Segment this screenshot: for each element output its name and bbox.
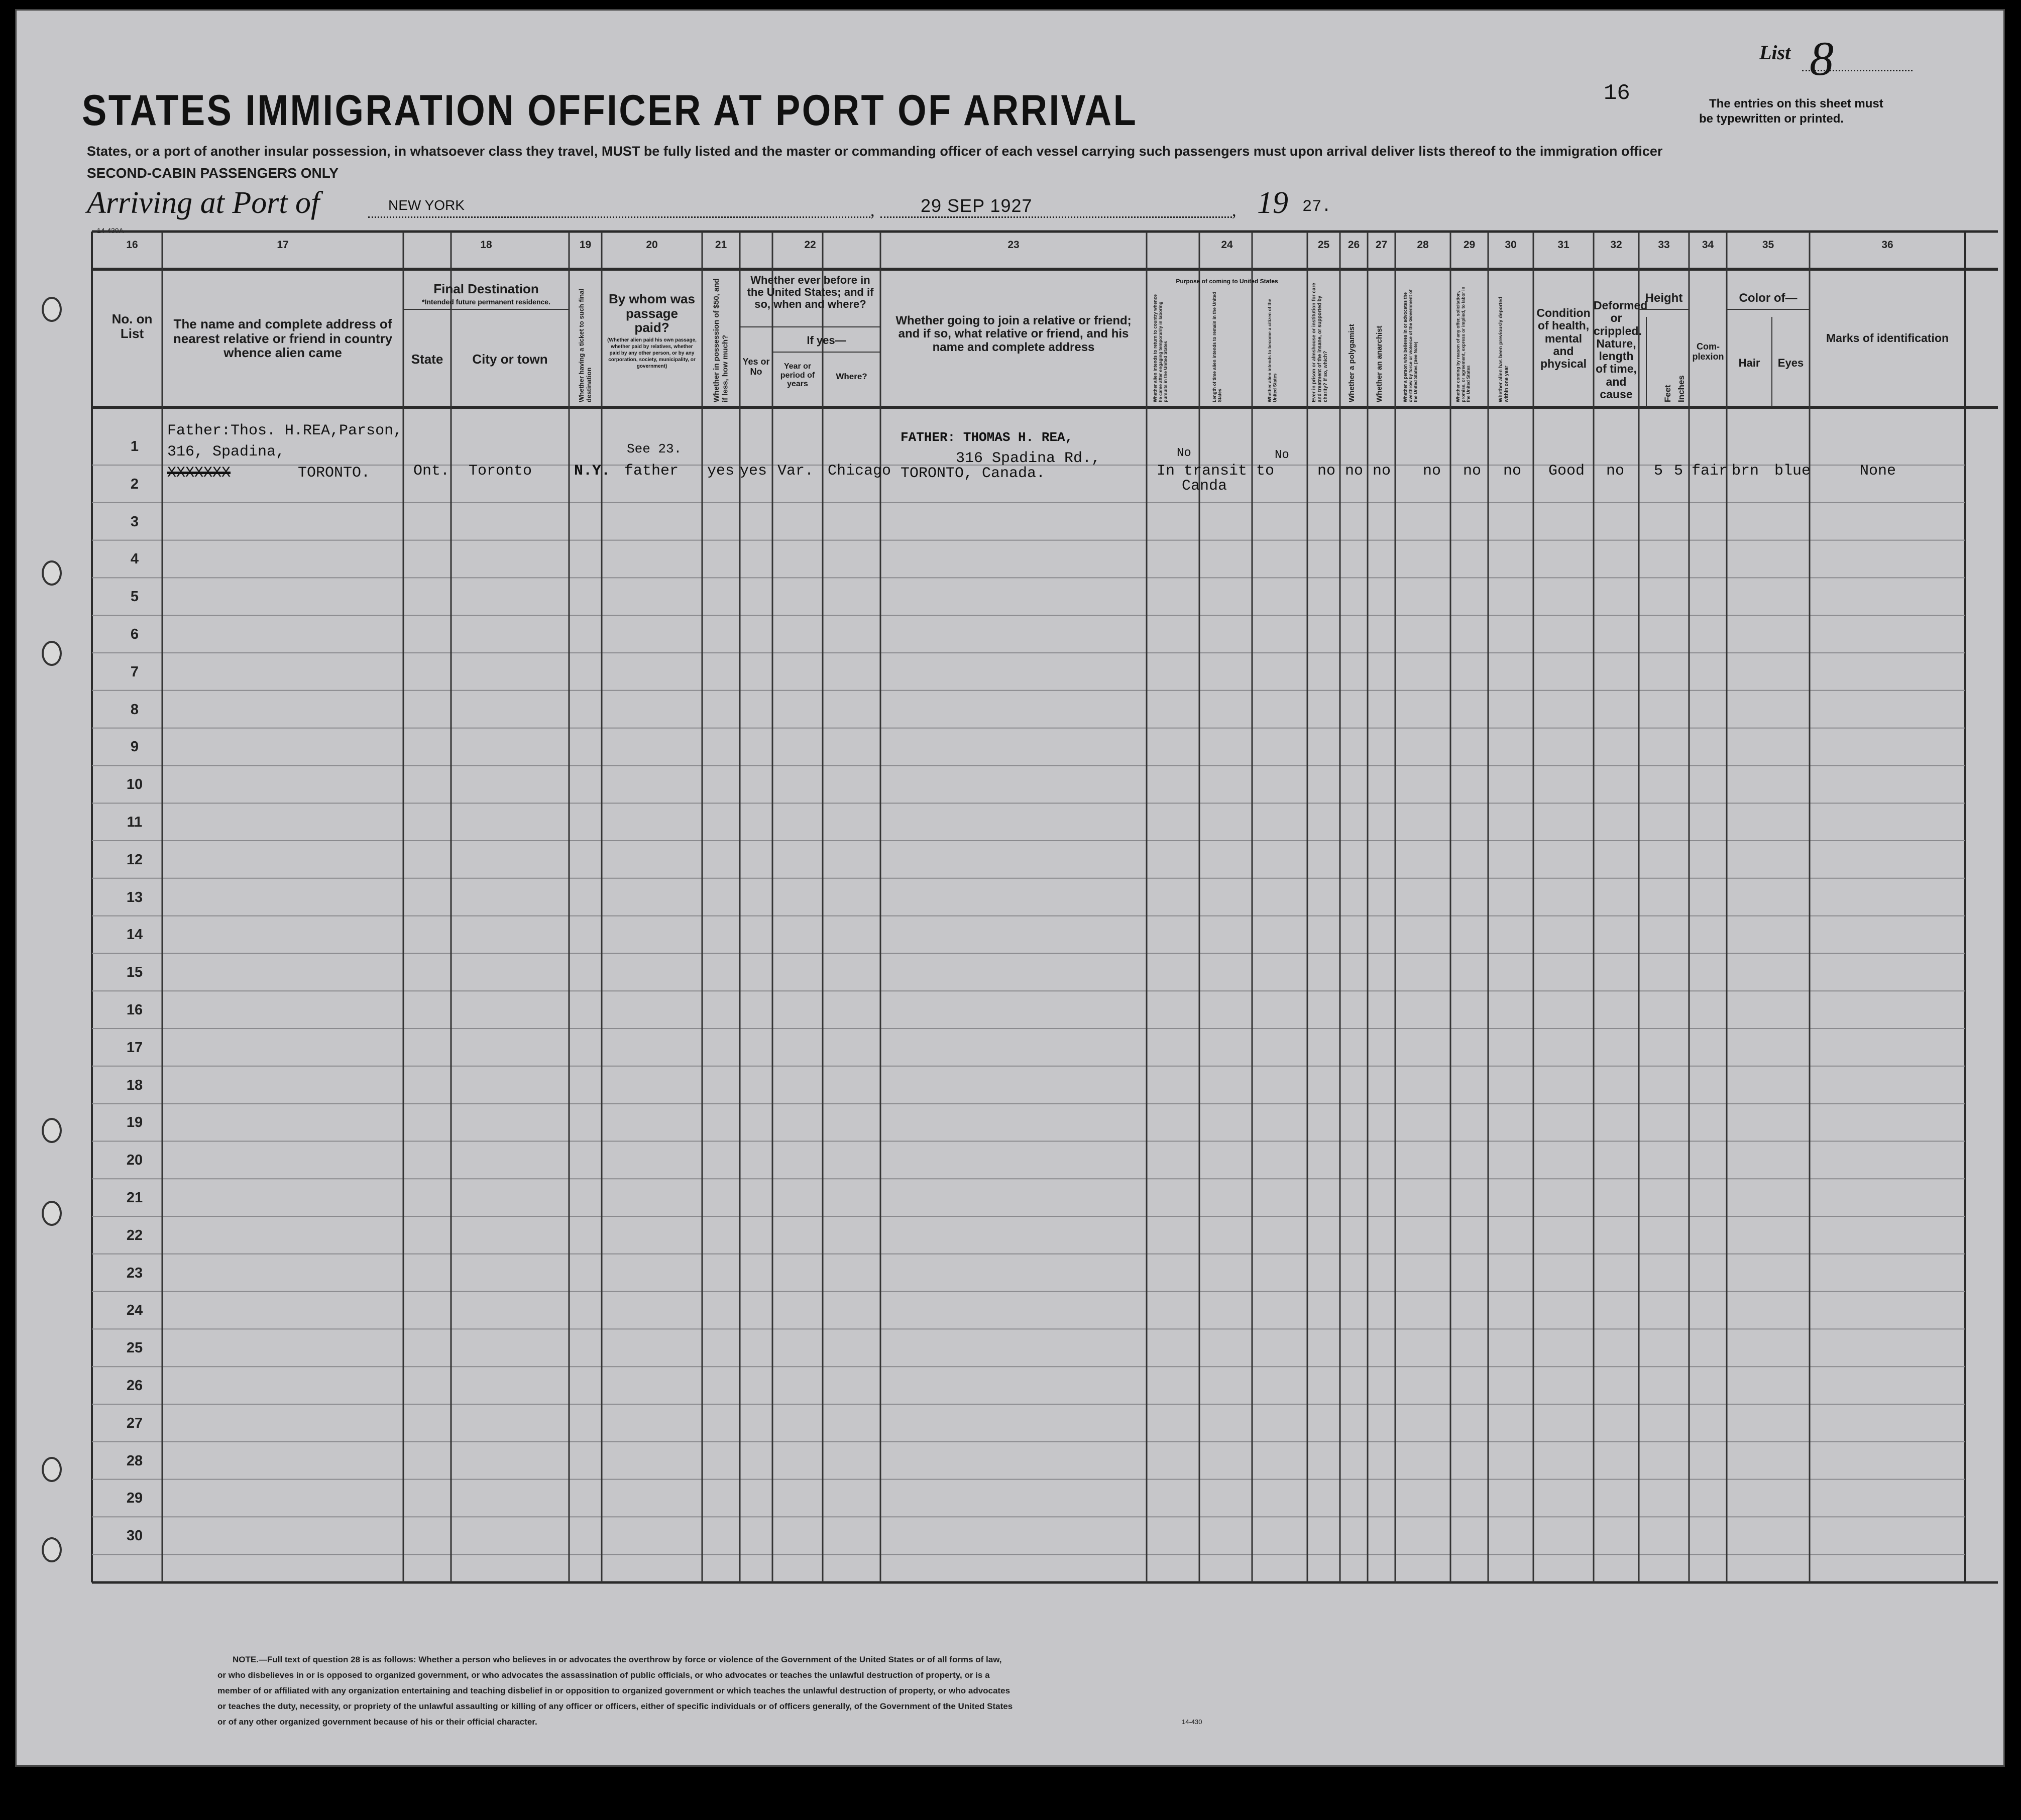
- footer-note-line2: or who disbelieves in or is opposed to organized government, or who advocates the assassination of public officials, or who advocates or teaches the unlawful destruction of property, or is a: [217, 1670, 990, 1680]
- header-state: State: [411, 352, 443, 367]
- page-title: STATES IMMIGRATION OFFICER AT PORT OF ARRIVAL: [82, 86, 1138, 135]
- row-number: 20: [126, 1152, 143, 1169]
- colnum-22: 22: [804, 239, 816, 251]
- colnum-27: 27: [1375, 239, 1388, 251]
- colnum-26: 26: [1348, 239, 1360, 251]
- colnum-25: 25: [1317, 239, 1330, 251]
- header-eyes: Eyes: [1777, 357, 1804, 369]
- header-purpose: Purpose of coming to United States: [1176, 278, 1278, 285]
- comma: ,: [1232, 201, 1237, 220]
- header-prison: Ever in prison or almshouse or institution for care and treatment of the insane, or supported by charity? If so, which?: [1311, 283, 1328, 402]
- header-if-yes: If yes—: [807, 334, 846, 347]
- row-number: 7: [130, 663, 139, 680]
- row-number: 4: [130, 551, 139, 567]
- row-number: 16: [126, 1002, 143, 1018]
- header-purpose-a: Whether alien intends to return to country whence he came after engaging temporarily in laboring pursuits in the United States: [1153, 294, 1168, 402]
- colnum-18: 18: [480, 239, 492, 251]
- row-number: 22: [126, 1227, 143, 1243]
- manifest-sheet: [15, 9, 2005, 1767]
- entry-joining-line3: TORONTO, Canada.: [901, 465, 1046, 482]
- table-grid: [17, 11, 2005, 1767]
- row-number: 8: [130, 701, 139, 718]
- colnum-34: 34: [1702, 239, 1714, 251]
- colnum-20: 20: [646, 239, 658, 251]
- entry-ever-before: yes: [740, 463, 767, 480]
- row-number: 3: [130, 513, 139, 530]
- header-where: Where?: [836, 372, 867, 381]
- entry-possession: yes: [707, 463, 735, 480]
- row-number: 11: [127, 814, 143, 830]
- entry-q30: no: [1503, 463, 1522, 480]
- header-purpose-c: Whether alien intends to become a citizen of the United States: [1267, 298, 1278, 402]
- header-passage-paid-note: (Whether alien paid his own passage, whether paid by relatives, whether paid by any other person, or by any corporation, society, municipality, or government): [607, 337, 697, 369]
- row-number: 29: [126, 1490, 143, 1507]
- list-label: List: [1759, 41, 1791, 64]
- colnum-19: 19: [579, 239, 592, 251]
- colnum-31: 31: [1557, 239, 1569, 251]
- entry-purpose-a: No: [1177, 446, 1191, 460]
- row-number: 27: [126, 1415, 143, 1431]
- entry-joining-line2: 316 Spadina Rd.,: [956, 450, 1101, 467]
- header-polygamist: Whether a polygamist: [1348, 324, 1356, 402]
- header-city: City or town: [472, 352, 548, 367]
- footer-note-line1: NOTE.—Full text of question 28 is as follows: Whether a person who believes in or advocates the overthrow by force or violence of the Government of the United States or of all forms of law,: [233, 1655, 1002, 1664]
- row-number: 26: [126, 1378, 143, 1394]
- row-number: 18: [126, 1077, 143, 1093]
- entry-polygamist: no: [1345, 463, 1364, 480]
- row-number: 12: [126, 851, 143, 868]
- entries-note-line1: The entries on this sheet must: [1709, 97, 1883, 110]
- entry-state: Ont.: [413, 463, 450, 480]
- row-number: 23: [126, 1265, 143, 1281]
- row-number: 24: [126, 1302, 143, 1319]
- colnum-24: 24: [1221, 239, 1233, 251]
- header-q30: Whether alien has been previously deported within one year: [1498, 296, 1510, 402]
- header-final-destination-note: *Intended future permanent residence.: [422, 298, 550, 306]
- header-joining: Whether going to join a relative or friend; and if so, what relative or friend, and his name and complete address: [895, 314, 1132, 354]
- row-number: 15: [126, 964, 143, 981]
- sheet-number: 16: [1604, 81, 1630, 106]
- relative-line2: 316, Spadina,: [167, 443, 285, 461]
- header-complexion: Com-plexion: [1692, 342, 1724, 362]
- footer-note-line3: member of or affiliated with any organization entertaining and teaching disbelief in or opposition to organized government or which teaches the unlawful destruction of property, or who advocates: [217, 1686, 1010, 1695]
- entry-purpose-c: No: [1275, 448, 1289, 462]
- colnum-29: 29: [1463, 239, 1476, 251]
- relative-line3: TORONTO.: [298, 465, 371, 482]
- entry-city: Toronto: [469, 463, 532, 480]
- colnum-32: 32: [1610, 239, 1622, 251]
- row-number: 13: [126, 889, 143, 905]
- colnum-35: 35: [1762, 239, 1774, 251]
- header-possession: Whether in possession of $50, and if less, how much?: [712, 278, 730, 402]
- row-number: 28: [126, 1452, 143, 1469]
- colnum-28: 28: [1417, 239, 1429, 251]
- entry-transit-line2: Canda: [1182, 478, 1227, 495]
- entry-passage: father: [624, 463, 679, 480]
- header-q28: Whether a person who believes in or advocates the overthrow by force or violence of the Government of the United States (See Note): [1403, 289, 1418, 402]
- header-anarchist: Whether an anarchist: [1375, 325, 1384, 402]
- row-number: 2: [130, 476, 139, 492]
- header-no-on-list: No. on List: [111, 311, 153, 341]
- entry-anarchist: no: [1373, 463, 1391, 480]
- header-final-destination: Final Destination: [433, 281, 539, 296]
- entry-prison: no: [1317, 463, 1336, 480]
- row-number: 6: [130, 626, 139, 642]
- colnum-36: 36: [1881, 239, 1893, 251]
- entry-year-period: Var.: [777, 463, 814, 480]
- entry-condition: Good: [1548, 463, 1585, 480]
- entry-passage-note: See 23.: [627, 441, 682, 457]
- header-inches: Inches: [1676, 375, 1686, 402]
- entry-where: Chicago: [828, 463, 891, 480]
- row-number: 17: [126, 1039, 143, 1056]
- footer-note-line4: or teaches the duty, necessity, or propriety of the unlawful assaulting or killing of any officer or officers, either of specific individuals or of officers generally, of the Government of the United States: [217, 1701, 1013, 1711]
- relative-struck: XXXXXXX: [167, 465, 231, 482]
- entry-inches: 5: [1674, 463, 1683, 480]
- row-number: 21: [126, 1190, 143, 1206]
- entry-marks: None: [1860, 463, 1896, 480]
- footer-note-line5: or of any other organized government because of his or their official character.: [217, 1717, 537, 1727]
- header-yes-no: Yes or No: [742, 357, 770, 377]
- header-ticket: Whether having a ticket to such final destination: [578, 288, 593, 402]
- header-height: Height: [1645, 291, 1683, 305]
- entry-transit-line1: In transit to: [1157, 463, 1275, 480]
- comma: ,: [870, 201, 875, 220]
- entry-ticket: N.Y.: [574, 463, 611, 480]
- row-number: 30: [126, 1528, 143, 1544]
- entries-note-line2: be typewritten or printed.: [1699, 112, 1844, 126]
- entry-q29: no: [1463, 463, 1482, 480]
- colnum-33: 33: [1658, 239, 1670, 251]
- colnum-17: 17: [277, 239, 289, 251]
- colnum-16: 16: [126, 239, 138, 251]
- header-marks: Marks of identification: [1826, 331, 1949, 345]
- page-subtitle: States, or a port of another insular possession, in whatsoever class they travel, MUST be fully listed and the master or commanding officer of each vessel carrying such passengers must upon arrival deliver lists thereof to the immigration officer: [87, 144, 1663, 159]
- row-number: 1: [130, 438, 139, 454]
- header-year-period: Year or period of years: [780, 362, 815, 389]
- year-prefix: 19: [1257, 186, 1288, 220]
- entry-hair: brn: [1732, 463, 1759, 480]
- row-number: 9: [130, 739, 139, 755]
- row-number: 14: [126, 927, 143, 943]
- row-number: 25: [126, 1340, 143, 1356]
- footer-form-number: 14-430: [1182, 1718, 1202, 1726]
- header-deformed: Deformed or crippled. Nature, length of time, and cause: [1594, 299, 1648, 401]
- row-number: 19: [126, 1114, 143, 1131]
- colnum-21: 21: [715, 239, 727, 251]
- date-stamp: 29 SEP 1927: [921, 195, 1033, 216]
- header-purpose-b: Length of time alien intends to remain in the United States: [1212, 292, 1222, 402]
- colnum-23: 23: [1007, 239, 1020, 251]
- header-color-of: Color of—: [1739, 291, 1798, 305]
- class-line: SECOND-CABIN PASSENGERS ONLY: [87, 165, 339, 181]
- colnum-30: 30: [1505, 239, 1517, 251]
- header-nearest-relative: The name and complete address of nearest relative or friend in country whence alien came: [173, 316, 393, 361]
- year-suffix: 27.: [1302, 197, 1331, 216]
- entry-eyes: blue: [1774, 463, 1811, 480]
- header-condition: Condition of health, mental and physical: [1536, 306, 1591, 371]
- entry-deformed: no: [1606, 463, 1625, 480]
- entry-joining-line1: FATHER: THOMAS H. REA,: [901, 430, 1073, 445]
- header-hair: Hair: [1738, 357, 1760, 369]
- header-feet: Feet: [1663, 385, 1672, 402]
- header-ever-before: Whether ever before in the United States; and if so, when and where?: [747, 274, 874, 311]
- row-number: 5: [130, 589, 139, 605]
- entry-q28: no: [1423, 463, 1441, 480]
- form-number: 14-430A: [97, 226, 124, 235]
- header-q29: Whether coming by reason of any offer, solicitation, promise, or agreement, express or implied, to labor in the United States: [1455, 286, 1471, 402]
- header-passage-paid: By whom was passage paid?: [609, 291, 695, 335]
- row-number: 10: [126, 776, 143, 793]
- list-number: 8: [1810, 32, 1834, 85]
- entry-feet: 5: [1654, 463, 1663, 480]
- entry-complexion: fair: [1692, 463, 1728, 480]
- relative-line1: Father:Thos. H.REA,Parson,: [167, 422, 403, 439]
- port-value: NEW YORK: [388, 197, 465, 213]
- arriving-label: Arriving at Port of: [87, 186, 320, 220]
